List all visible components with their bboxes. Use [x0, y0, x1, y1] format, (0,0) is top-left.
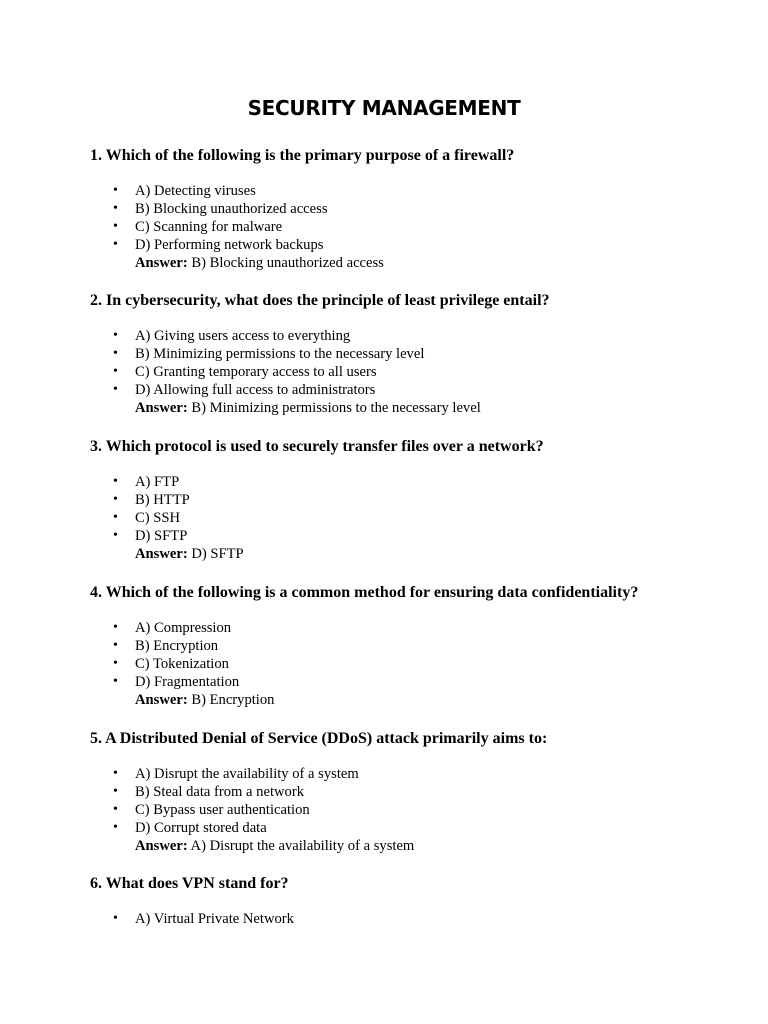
question-text: 6. What does VPN stand for?: [90, 875, 289, 892]
options-list: [90, 910, 728, 928]
answer-value: B) Encryption: [191, 692, 275, 708]
options-list: [90, 619, 728, 691]
option-item: • C) Granting temporary access to all users: [113, 364, 377, 380]
option-item: • C) Scanning for malware: [113, 219, 283, 235]
bullet-icon: •: [113, 492, 118, 507]
page-title: SECURITY MANAGEMENT: [247, 96, 521, 120]
bullet-icon: •: [113, 802, 118, 817]
option-item: • B) HTTP: [113, 492, 190, 508]
bullet-icon: •: [113, 674, 118, 689]
options-list: [90, 765, 728, 837]
answer-line: [90, 399, 728, 417]
bullet-icon: •: [113, 911, 118, 926]
answer-label: Answer:: [135, 838, 188, 854]
bullet-icon: •: [113, 219, 118, 234]
answer-value: D) SFTP: [191, 546, 244, 562]
question-block: [90, 729, 728, 855]
question-block: [90, 583, 728, 709]
option-item: • B) Blocking unauthorized access: [113, 201, 328, 217]
bullet-icon: •: [113, 328, 118, 343]
bullet-icon: •: [113, 766, 118, 781]
option-item: • A) Disrupt the availability of a system: [113, 766, 359, 782]
options-list: [90, 327, 728, 399]
question-text: 2. In cybersecurity, what does the principle of least privilege entail?: [90, 292, 550, 309]
option-item: • C) SSH: [113, 510, 181, 526]
option-item: • B) Encryption: [113, 638, 219, 654]
option-item: • D) Performing network backups: [113, 237, 324, 253]
bullet-icon: •: [113, 638, 118, 653]
answer-label: Answer:: [135, 255, 188, 271]
bullet-icon: •: [113, 346, 118, 361]
option-item: • A) Detecting viruses: [113, 183, 256, 199]
question-text: 1. Which of the following is the primary purpose of a firewall?: [90, 147, 515, 164]
answer-label: Answer:: [135, 400, 188, 416]
bullet-icon: •: [113, 656, 118, 671]
options-list: [90, 182, 728, 254]
answer-line: [90, 837, 728, 855]
answer-line: [90, 254, 728, 272]
option-item: • B) Minimizing permissions to the necessary level: [113, 346, 425, 362]
option-item: • C) Bypass user authentication: [113, 802, 310, 818]
answer-line: [90, 545, 728, 563]
bullet-icon: •: [113, 528, 118, 543]
option-item: • A) Compression: [113, 620, 232, 636]
bullet-icon: •: [113, 201, 118, 216]
option-item: • D) Corrupt stored data: [113, 820, 267, 836]
option-item: • A) FTP: [113, 474, 180, 490]
bullet-icon: •: [113, 620, 118, 635]
bullet-icon: •: [113, 784, 118, 799]
bullet-icon: •: [113, 510, 118, 525]
bullet-icon: •: [113, 237, 118, 252]
options-list: [90, 473, 728, 545]
answer-label: Answer:: [135, 692, 188, 708]
option-item: • D) Allowing full access to administrators: [113, 382, 376, 398]
question-block: [90, 291, 728, 417]
option-item: • D) Fragmentation: [113, 674, 240, 690]
question-block: [90, 437, 728, 563]
bullet-icon: •: [113, 364, 118, 379]
bullet-icon: •: [113, 183, 118, 198]
answer-value: B) Blocking unauthorized access: [191, 255, 384, 271]
answer-value: A) Disrupt the availability of a system: [190, 838, 415, 854]
option-item: • B) Steal data from a network: [113, 784, 304, 800]
option-item: • C) Tokenization: [113, 656, 229, 672]
bullet-icon: •: [113, 382, 118, 397]
option-item: • A) Virtual Private Network: [113, 911, 294, 927]
option-item: • D) SFTP: [113, 528, 188, 544]
question-block: [90, 874, 728, 928]
answer-line: [90, 691, 728, 709]
answer-label: Answer:: [135, 546, 188, 562]
bullet-icon: •: [113, 474, 118, 489]
question-text: 3. Which protocol is used to securely transfer files over a network?: [90, 438, 544, 455]
option-item: • A) Giving users access to everything: [113, 328, 351, 344]
answer-value: B) Minimizing permissions to the necessary level: [191, 400, 481, 416]
bullet-icon: •: [113, 820, 118, 835]
question-block: [90, 146, 728, 272]
question-text: 5. A Distributed Denial of Service (DDoS) attack primarily aims to:: [90, 730, 548, 747]
question-text: 4. Which of the following is a common method for ensuring data confidentiality?: [90, 584, 639, 601]
